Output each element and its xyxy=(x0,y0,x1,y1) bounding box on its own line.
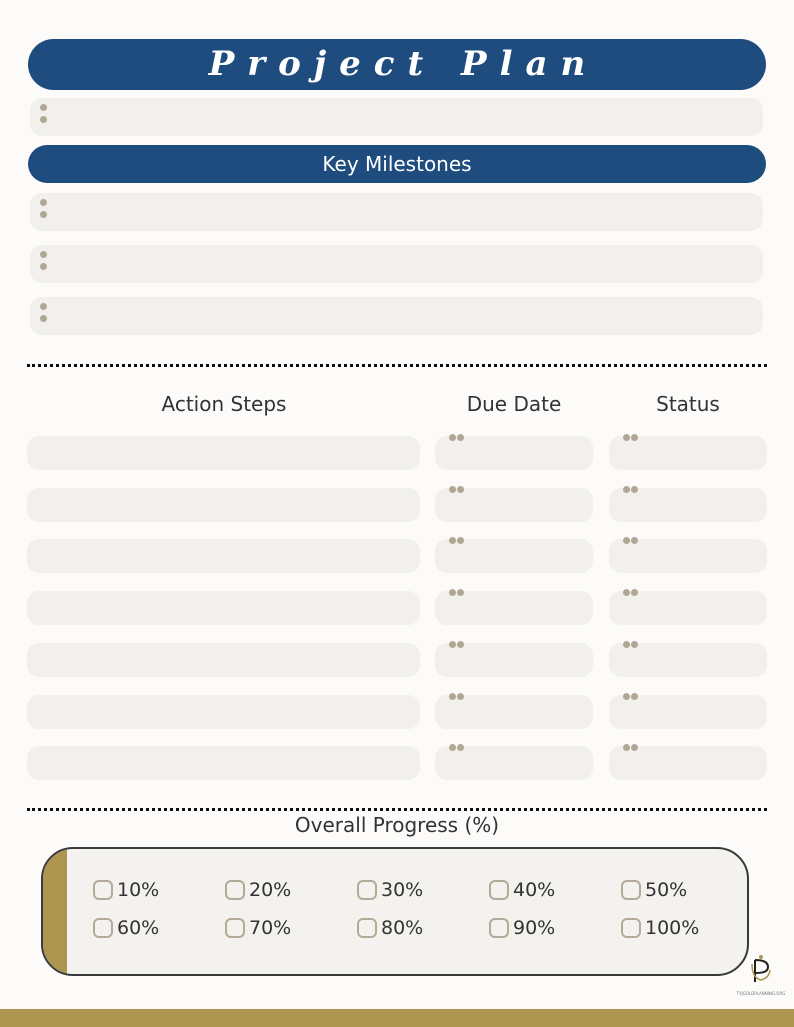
field-dots-icon xyxy=(623,641,638,648)
due-date-field[interactable] xyxy=(435,695,593,729)
milestone-field[interactable] xyxy=(30,193,763,231)
field-dots-icon xyxy=(449,744,464,751)
dotted-divider xyxy=(27,808,767,811)
progress-option[interactable] xyxy=(93,879,159,901)
progress-option-label: 100% xyxy=(645,917,700,939)
field-dots-icon xyxy=(449,693,464,700)
progress-option[interactable] xyxy=(489,917,555,939)
field-dots-icon xyxy=(449,641,464,648)
action-step-field[interactable] xyxy=(27,488,420,522)
progress-option-label: 40% xyxy=(513,879,556,901)
action-step-field[interactable] xyxy=(27,539,420,573)
field-dots-icon xyxy=(40,251,48,275)
field-dots-icon xyxy=(623,589,638,596)
progress-option-label: 10% xyxy=(117,879,160,901)
field-dots-icon xyxy=(623,537,638,544)
progress-option[interactable] xyxy=(489,879,555,901)
status-field[interactable] xyxy=(609,695,767,729)
field-dots-icon xyxy=(449,589,464,596)
due-date-heading: Due Date xyxy=(466,392,562,416)
progress-box xyxy=(41,847,749,976)
action-step-field[interactable] xyxy=(27,643,420,677)
due-date-field[interactable] xyxy=(435,746,593,780)
objective-field[interactable] xyxy=(30,98,763,136)
action-step-field[interactable] xyxy=(27,746,420,780)
milestone-field[interactable] xyxy=(30,245,763,283)
due-date-field[interactable] xyxy=(435,436,593,470)
progress-option-label: 70% xyxy=(249,917,292,939)
due-date-field[interactable] xyxy=(435,539,593,573)
progress-option[interactable] xyxy=(93,917,159,939)
checkbox-icon[interactable] xyxy=(225,880,245,900)
checkbox-icon[interactable] xyxy=(357,918,377,938)
field-dots-icon xyxy=(449,434,464,441)
progress-option[interactable] xyxy=(225,917,291,939)
action-steps-heading: Action Steps xyxy=(161,392,287,416)
due-date-field[interactable] xyxy=(435,488,593,522)
title-banner xyxy=(28,39,766,90)
field-dots-icon xyxy=(623,434,638,441)
status-heading: Status xyxy=(656,392,720,416)
progress-option[interactable] xyxy=(621,917,699,939)
progress-option-label: 50% xyxy=(645,879,688,901)
progress-option-label: 20% xyxy=(249,879,292,901)
status-field[interactable] xyxy=(609,643,767,677)
page-title: Project Plan xyxy=(208,44,599,84)
checkbox-icon[interactable] xyxy=(489,918,509,938)
brand-logo xyxy=(736,952,786,1004)
action-step-field[interactable] xyxy=(27,695,420,729)
progress-heading: Overall Progress (%) xyxy=(294,813,500,837)
checkbox-icon[interactable] xyxy=(93,880,113,900)
gold-accent xyxy=(43,849,67,974)
status-field[interactable] xyxy=(609,539,767,573)
logo-mark-icon xyxy=(746,952,776,986)
field-dots-icon xyxy=(40,303,48,327)
progress-option[interactable] xyxy=(621,879,687,901)
progress-option[interactable] xyxy=(225,879,291,901)
field-dots-icon xyxy=(40,199,48,223)
field-dots-icon xyxy=(623,486,638,493)
field-dots-icon xyxy=(449,537,464,544)
field-dots-icon xyxy=(449,486,464,493)
status-field[interactable] xyxy=(609,591,767,625)
logo-tagline: TYJGOLDPLANNING.ORG xyxy=(736,991,786,996)
milestones-heading: Key Milestones xyxy=(322,152,472,176)
checkbox-icon[interactable] xyxy=(621,918,641,938)
action-step-field[interactable] xyxy=(27,591,420,625)
checkbox-icon[interactable] xyxy=(489,880,509,900)
field-dots-icon xyxy=(40,104,48,128)
status-field[interactable] xyxy=(609,746,767,780)
checkbox-icon[interactable] xyxy=(93,918,113,938)
checkbox-icon[interactable] xyxy=(225,918,245,938)
progress-option-label: 80% xyxy=(381,917,424,939)
bottom-bar xyxy=(0,1009,794,1027)
milestones-banner xyxy=(28,145,766,183)
status-field[interactable] xyxy=(609,488,767,522)
progress-option-label: 90% xyxy=(513,917,556,939)
dotted-divider xyxy=(27,364,767,367)
progress-option-label: 60% xyxy=(117,917,160,939)
field-dots-icon xyxy=(623,744,638,751)
milestone-field[interactable] xyxy=(30,297,763,335)
progress-option-label: 30% xyxy=(381,879,424,901)
progress-option[interactable] xyxy=(357,879,423,901)
checkbox-icon[interactable] xyxy=(357,880,377,900)
action-step-field[interactable] xyxy=(27,436,420,470)
due-date-field[interactable] xyxy=(435,591,593,625)
field-dots-icon xyxy=(623,693,638,700)
due-date-field[interactable] xyxy=(435,643,593,677)
checkbox-icon[interactable] xyxy=(621,880,641,900)
progress-option[interactable] xyxy=(357,917,423,939)
status-field[interactable] xyxy=(609,436,767,470)
